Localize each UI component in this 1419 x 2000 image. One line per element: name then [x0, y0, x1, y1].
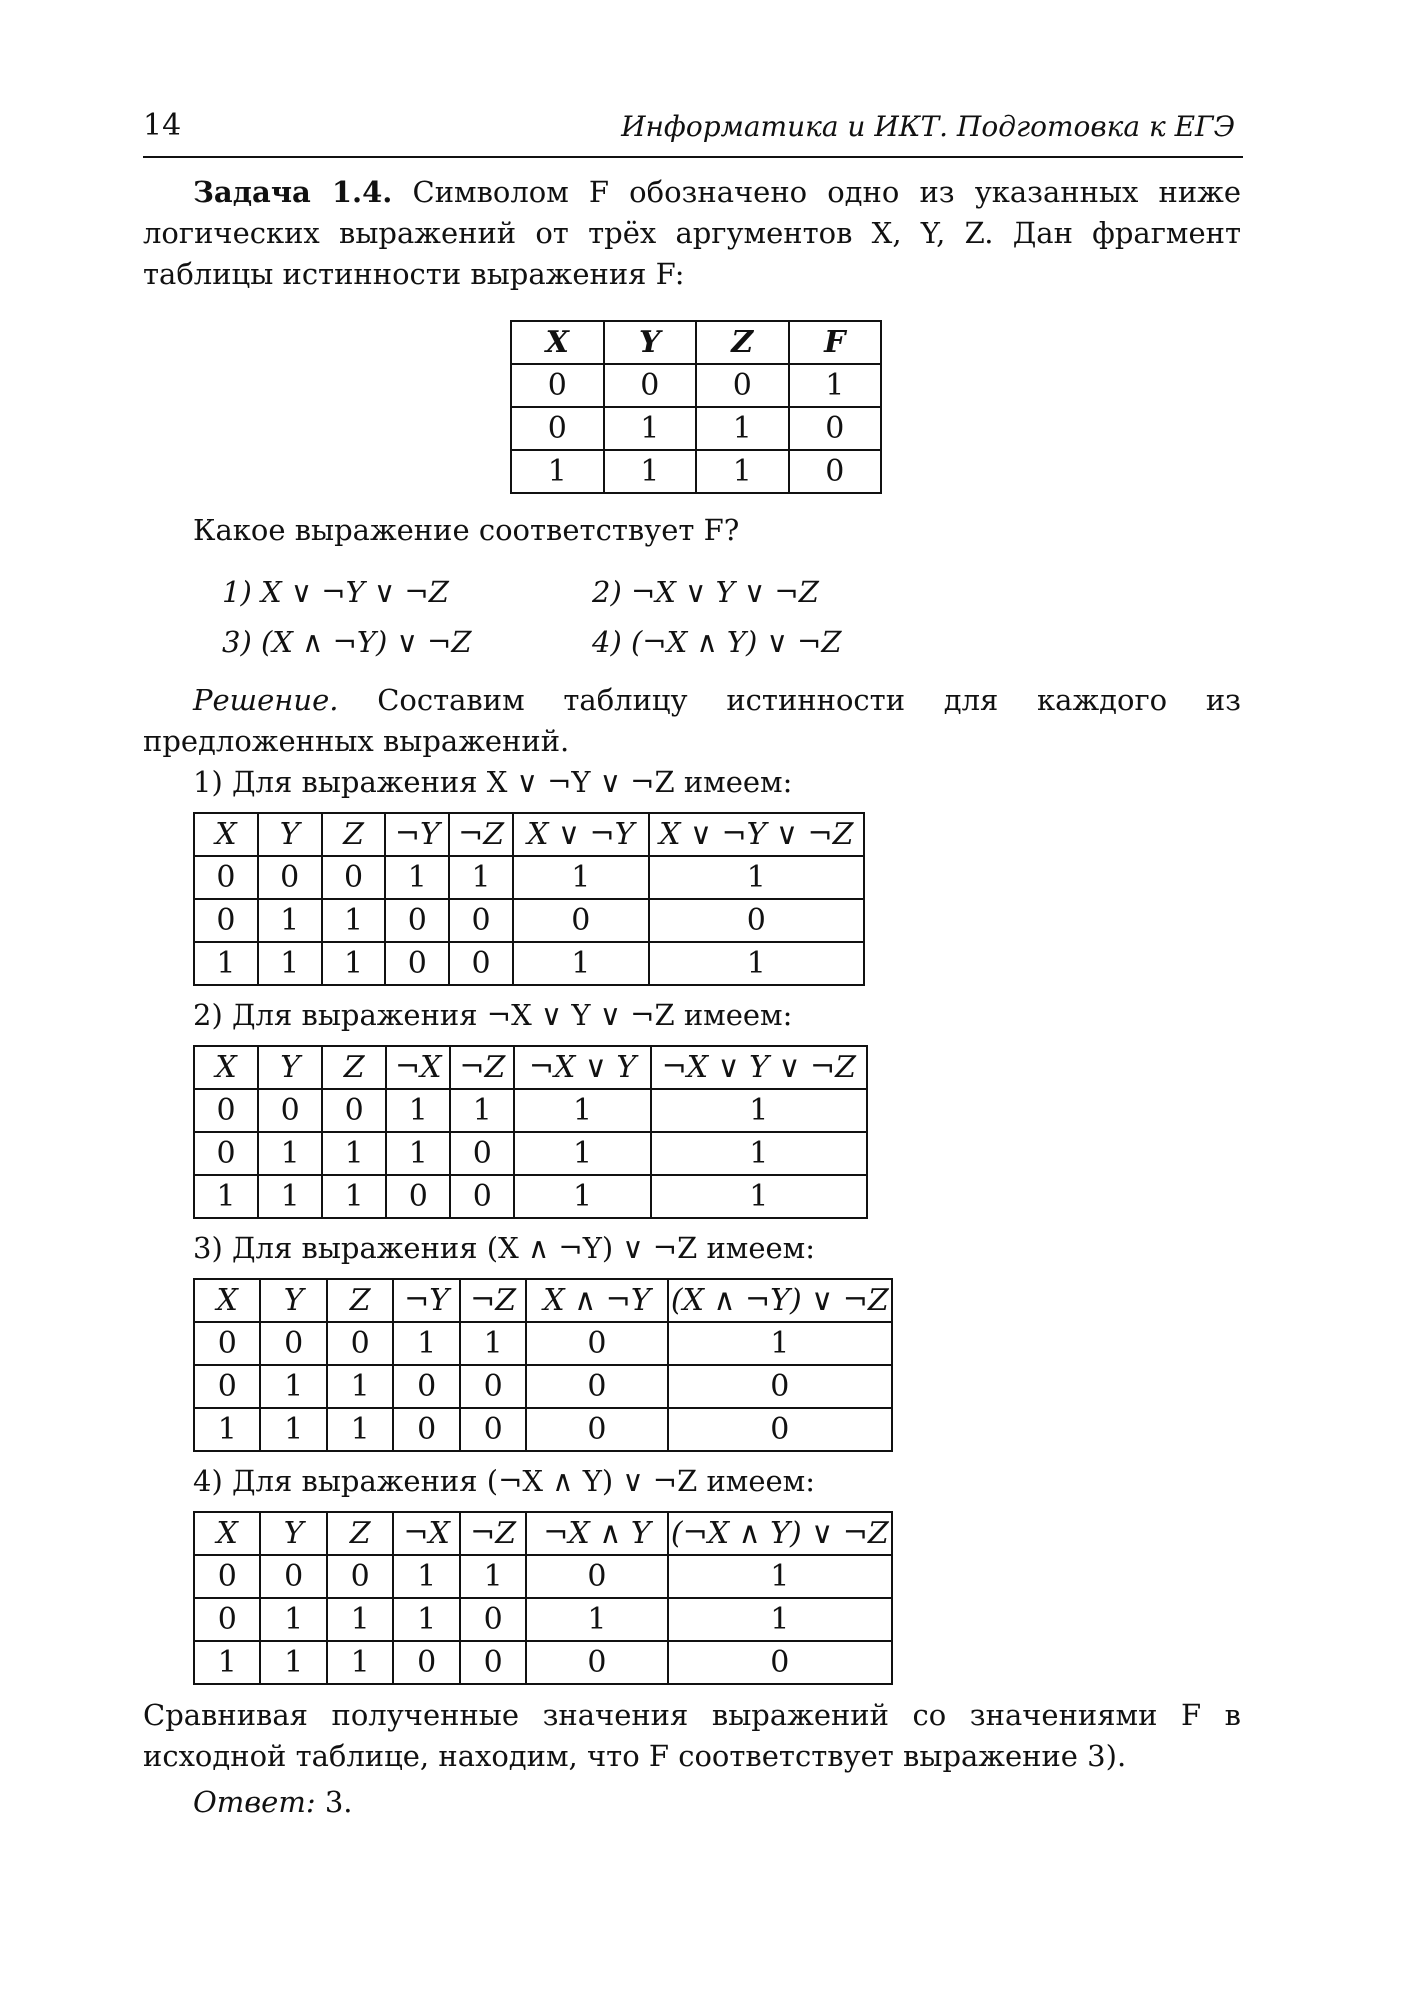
table-header-cell: Z: [696, 321, 789, 364]
table-cell: 0: [194, 1555, 260, 1598]
table-cell: 0: [194, 1322, 260, 1365]
table-header-cell: ¬Z: [450, 1046, 514, 1089]
table-row: [511, 364, 881, 407]
table-cell: 1: [327, 1408, 393, 1451]
option-1: 1) X ∨ ¬Y ∨ ¬Z: [222, 575, 449, 609]
table-cell: 0: [526, 1408, 667, 1451]
table-cell: 0: [513, 899, 649, 942]
table-cell: 0: [789, 450, 882, 493]
table-cell: 0: [668, 1365, 892, 1408]
table-cell: 0: [449, 942, 513, 985]
table-cell: 1: [258, 942, 322, 985]
table-header-cell: X: [511, 321, 604, 364]
table-cell: 0: [526, 1555, 667, 1598]
table-header-cell: (X ∧ ¬Y) ∨ ¬Z: [668, 1279, 892, 1322]
table-cell: 1: [393, 1598, 459, 1641]
table-header-cell: ¬X: [393, 1512, 459, 1555]
table-cell: 1: [393, 1555, 459, 1598]
table-header-cell: X: [194, 1046, 258, 1089]
table-cell: 1: [668, 1555, 892, 1598]
task-label: Задача 1.4.: [193, 175, 393, 209]
case-2-truth-table: [193, 1045, 868, 1219]
table-header-cell: ¬Y: [385, 813, 449, 856]
table-header-cell: Y: [260, 1279, 326, 1322]
table-cell: 1: [260, 1598, 326, 1641]
table-cell: 1: [696, 407, 789, 450]
table-cell: 1: [327, 1641, 393, 1684]
conclusion: Сравнивая полученные значения выражений со значениями F в исходной таблице, находим, что F соответствует выражение 3).: [143, 1698, 1241, 1773]
table-cell: 1: [260, 1408, 326, 1451]
table-cell: 0: [393, 1408, 459, 1451]
table-cell: 1: [649, 856, 864, 899]
table-cell: 0: [258, 1089, 322, 1132]
table-header-cell: Y: [258, 1046, 322, 1089]
table-cell: 0: [385, 942, 449, 985]
table-cell: 1: [651, 1175, 867, 1218]
table-cell: 1: [327, 1598, 393, 1641]
table-cell: 0: [450, 1132, 514, 1175]
table-cell: 1: [651, 1132, 867, 1175]
table-cell: 1: [194, 942, 258, 985]
table-cell: 1: [460, 1555, 526, 1598]
table-cell: 1: [450, 1089, 514, 1132]
table-cell: 0: [450, 1175, 514, 1218]
table-cell: 1: [258, 1132, 322, 1175]
table-cell: 1: [260, 1641, 326, 1684]
table-cell: 1: [668, 1598, 892, 1641]
solution-label: Решение.: [193, 683, 339, 717]
table-cell: 0: [385, 899, 449, 942]
table-cell: 0: [322, 856, 386, 899]
table-row: [194, 1322, 892, 1365]
table-header-cell: Z: [322, 1046, 386, 1089]
table-header-cell: Z: [327, 1279, 393, 1322]
answer: [193, 1782, 352, 1822]
table-cell: 1: [513, 856, 649, 899]
table-cell: 1: [322, 1132, 386, 1175]
table-cell: 1: [460, 1322, 526, 1365]
table-header-cell: ¬X: [386, 1046, 450, 1089]
table-cell: 1: [604, 450, 697, 493]
table-cell: 1: [393, 1322, 459, 1365]
answer-label: Ответ:: [193, 1785, 316, 1819]
table-cell: 1: [386, 1132, 450, 1175]
case-1-truth-table: [193, 812, 865, 986]
table-header-cell: X: [194, 813, 258, 856]
table-cell: 0: [194, 856, 258, 899]
page-header: [143, 108, 1243, 158]
table-header-cell: (¬X ∧ Y) ∨ ¬Z: [668, 1512, 892, 1555]
table-cell: 0: [194, 1365, 260, 1408]
table-cell: 1: [194, 1641, 260, 1684]
table-cell: 0: [260, 1555, 326, 1598]
table-cell: 1: [322, 942, 386, 985]
table-cell: 1: [651, 1089, 867, 1132]
table-cell: 0: [668, 1408, 892, 1451]
table-row: [194, 1598, 892, 1641]
table-cell: 0: [393, 1641, 459, 1684]
table-header-cell: X ∧ ¬Y: [526, 1279, 667, 1322]
task-statement: [143, 172, 1241, 295]
table-cell: 0: [511, 364, 604, 407]
table-row: [511, 450, 881, 493]
option-3: 3) (X ∧ ¬Y) ∨ ¬Z: [222, 625, 472, 659]
table-header-cell: X ∨ ¬Y: [513, 813, 649, 856]
table-header-cell: Z: [322, 813, 386, 856]
table-cell: 1: [260, 1365, 326, 1408]
table-cell: 0: [194, 899, 258, 942]
table-cell: 0: [327, 1322, 393, 1365]
table-cell: 0: [460, 1408, 526, 1451]
table-row: [194, 1408, 892, 1451]
option-2: 2) ¬X ∨ Y ∨ ¬Z: [592, 575, 819, 609]
case-2-title: 2) Для выражения ¬X ∨ Y ∨ ¬Z имеем:: [193, 998, 793, 1032]
table-cell: 1: [513, 942, 649, 985]
table-cell: 1: [194, 1408, 260, 1451]
table-cell: 1: [789, 364, 882, 407]
table-cell: 0: [258, 856, 322, 899]
table-cell: 1: [511, 450, 604, 493]
solution-intro: [143, 680, 1241, 762]
table-row: [194, 1132, 867, 1175]
table-cell: 1: [322, 1175, 386, 1218]
given-truth-table: [510, 320, 882, 494]
table-cell: 0: [194, 1089, 258, 1132]
table-header-cell: ¬X ∧ Y: [526, 1512, 667, 1555]
table-cell: 1: [526, 1598, 667, 1641]
table-header-cell: X ∨ ¬Y ∨ ¬Z: [649, 813, 864, 856]
table-cell: 1: [514, 1175, 650, 1218]
table-cell: 0: [460, 1598, 526, 1641]
table-cell: 0: [260, 1322, 326, 1365]
table-cell: 1: [449, 856, 513, 899]
table-cell: 1: [668, 1322, 892, 1365]
table-cell: 0: [449, 899, 513, 942]
case-4-truth-table: [193, 1511, 893, 1685]
table-row: [194, 899, 864, 942]
table-cell: 0: [460, 1365, 526, 1408]
table-cell: 0: [526, 1365, 667, 1408]
answer-value: 3.: [324, 1785, 353, 1819]
solution-text: Составим таблицу истинности для каждого из предложенных выражений.: [143, 683, 1241, 758]
table-header-cell: F: [789, 321, 882, 364]
table-cell: 1: [322, 899, 386, 942]
table-header-cell: X: [194, 1512, 260, 1555]
table-cell: 1: [696, 450, 789, 493]
table-cell: 0: [511, 407, 604, 450]
table-cell: 0: [194, 1132, 258, 1175]
table-cell: 0: [526, 1322, 667, 1365]
table-header-cell: Y: [258, 813, 322, 856]
table-cell: 1: [514, 1089, 650, 1132]
table-cell: 1: [385, 856, 449, 899]
table-cell: 1: [514, 1132, 650, 1175]
table-cell: 0: [789, 407, 882, 450]
page-number: 14: [143, 108, 182, 143]
table-header-cell: ¬X ∨ Y ∨ ¬Z: [651, 1046, 867, 1089]
table-row: [194, 1175, 867, 1218]
table-cell: 0: [322, 1089, 386, 1132]
table-header-cell: ¬Z: [460, 1512, 526, 1555]
table-row: [194, 856, 864, 899]
book-title: Информатика и ИКТ. Подготовка к ЕГЭ: [621, 110, 1235, 143]
table-row: [194, 1365, 892, 1408]
table-row: [511, 407, 881, 450]
table-header-cell: Y: [260, 1512, 326, 1555]
table-cell: 0: [327, 1555, 393, 1598]
table-header-cell: Z: [327, 1512, 393, 1555]
table-cell: 1: [649, 942, 864, 985]
case-3-title: 3) Для выражения (X ∧ ¬Y) ∨ ¬Z имеем:: [193, 1231, 816, 1265]
table-row: [194, 1641, 892, 1684]
table-header-cell: ¬Y: [393, 1279, 459, 1322]
table-row: [194, 942, 864, 985]
question: Какое выражение соответствует F?: [193, 513, 740, 547]
table-cell: 0: [386, 1175, 450, 1218]
table-cell: 1: [194, 1175, 258, 1218]
table-cell: 1: [258, 899, 322, 942]
table-row: [194, 1089, 867, 1132]
case-4-title: 4) Для выражения (¬X ∧ Y) ∨ ¬Z имеем:: [193, 1464, 816, 1498]
task-text: Символом F обозначено одно из указанных ниже логических выражений от трёх аргументов X, Y, Z. Дан фрагмент таблицы истинности выражения F:: [143, 175, 1241, 291]
option-4: 4) (¬X ∧ Y) ∨ ¬Z: [592, 625, 842, 659]
table-header-cell: ¬Z: [460, 1279, 526, 1322]
table-header-cell: X: [194, 1279, 260, 1322]
table-cell: 0: [460, 1641, 526, 1684]
table-header-cell: Y: [604, 321, 697, 364]
table-header-cell: ¬X ∨ Y: [514, 1046, 650, 1089]
case-3-truth-table: [193, 1278, 893, 1452]
table-cell: 1: [386, 1089, 450, 1132]
table-cell: 0: [696, 364, 789, 407]
table-cell: 0: [526, 1641, 667, 1684]
table-cell: 1: [258, 1175, 322, 1218]
table-cell: 0: [649, 899, 864, 942]
table-row: [194, 1555, 892, 1598]
table-cell: 1: [327, 1365, 393, 1408]
table-cell: 0: [668, 1641, 892, 1684]
table-header-cell: ¬Z: [449, 813, 513, 856]
case-1-title: 1) Для выражения X ∨ ¬Y ∨ ¬Z имеем:: [193, 765, 793, 799]
table-cell: 0: [393, 1365, 459, 1408]
table-cell: 0: [604, 364, 697, 407]
table-cell: 0: [194, 1598, 260, 1641]
table-cell: 1: [604, 407, 697, 450]
